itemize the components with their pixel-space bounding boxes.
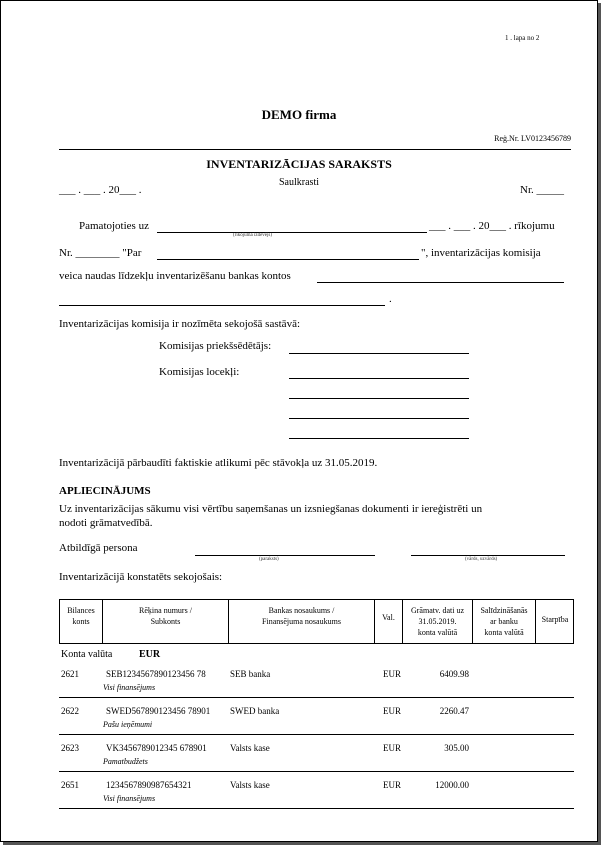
header-bank-name: Bankas nosaukums / Finansējuma nosaukums <box>262 606 341 626</box>
member-line-2 <box>289 398 469 399</box>
header-bank-reconciliation: Salīdzināšanās ar banku konta valūtā <box>480 606 528 637</box>
order-date-text: ___ . ___ . 20___ . rīkojumu <box>429 220 555 232</box>
header-rule <box>59 149 571 150</box>
order-number-text: Nr. ________ "Par <box>59 247 142 259</box>
commission-intro: Inventarizācijas komisija ir nozīmēta sekojošā sastāvā: <box>59 318 301 330</box>
certificate-title: APLIECINĀJUMS <box>59 485 151 497</box>
row-bank: Valsts kase <box>230 743 270 753</box>
row-separator <box>59 808 574 809</box>
certificate-text-1: Uz inventarizācijas sākumu visi vērtību saņemšanas un izsniegšanas dokumenti ir iereģistrēti un <box>59 503 483 515</box>
row-account: 2622 <box>61 706 79 716</box>
row-separator <box>59 697 574 698</box>
member-line-3 <box>289 418 469 419</box>
order-issuer-line <box>157 232 427 233</box>
date-blank: ___ . ___ . 20___ . <box>59 184 142 196</box>
row-amount: 305.00 <box>444 743 469 753</box>
header-currency: Val. <box>382 613 395 622</box>
certificate-text-2: nodoti grāmatvedībā. <box>59 517 153 529</box>
row-account: 2623 <box>61 743 79 753</box>
members-label: Komisijas locekļi: <box>159 366 240 378</box>
name-line <box>411 555 565 556</box>
chairman-line <box>289 353 469 354</box>
inventory-text: veica naudas līdzekļu inventarizēšanu bankas kontos <box>59 270 291 282</box>
page-number: 1 . lapa no 2 <box>505 34 540 42</box>
row-currency: EUR <box>383 743 401 753</box>
row-amount: 6409.98 <box>439 669 469 679</box>
row-separator <box>59 734 574 735</box>
member-line-4 <box>289 438 469 439</box>
currency-value: EUR <box>139 649 161 660</box>
row-bank: Valsts kase <box>230 780 270 790</box>
chairman-label: Komisijas priekšsēdētājs: <box>159 340 272 352</box>
row-currency: EUR <box>383 669 401 679</box>
row-account: 2621 <box>61 669 79 679</box>
order-lead: Pamatojoties uz <box>79 220 149 232</box>
period: . <box>389 293 392 305</box>
row-currency: EUR <box>383 780 401 790</box>
row-number: SWED567890123456 78901 <box>106 706 211 716</box>
row-amount: 2260.47 <box>439 706 469 716</box>
row-amount: 12000.00 <box>435 780 469 790</box>
name-caption: (vārds, uzvārds) <box>465 557 498 562</box>
registration-number: Reģ.Nr. LV0123456789 <box>494 134 571 143</box>
responsible-label: Atbildīgā persona <box>59 542 138 554</box>
found-label: Inventarizācijā konstatēts sekojošais: <box>59 571 223 583</box>
order-commission-text: ", inventarizācijas komisija <box>421 247 541 259</box>
row-separator <box>59 771 574 772</box>
document-number: Nr. _____ <box>520 184 564 196</box>
header-book-data: Grāmatv. dati uz 31.05.2019. konta valūtā <box>410 606 464 637</box>
row-account: 2651 <box>61 780 79 790</box>
bank-accounts-line <box>317 282 564 283</box>
row-bank: SEB banka <box>230 669 271 679</box>
row-currency: EUR <box>383 706 401 716</box>
row-subaccount: Pamatbudžets <box>103 757 148 766</box>
row-number: 1234567890987654321 <box>106 780 192 790</box>
order-issuer-caption: (rīkojuma izdevējs) <box>233 233 273 238</box>
document-title: INVENTARIZĀCIJAS SARAKSTS <box>206 157 392 171</box>
currency-label: Konta valūta <box>61 649 113 660</box>
city: Saulkrasti <box>279 177 319 188</box>
company-name: DEMO firma <box>261 107 337 122</box>
row-subaccount: Pašu ieņēmumi <box>103 720 153 729</box>
signature-caption: (paraksts) <box>259 557 279 562</box>
header-difference: Starpība <box>541 615 569 624</box>
checked-text: Inventarizācijā pārbaudīti faktiskie atlikumi pēc stāvokļa uz 31.05.2019. <box>59 457 378 469</box>
member-line-1 <box>289 378 469 379</box>
row-number: SEB1234567890123456 78 <box>106 669 206 679</box>
order-subject-line <box>157 259 419 260</box>
row-subaccount: Visi finansējums <box>103 794 156 803</box>
row-bank: SWED banka <box>230 706 280 716</box>
continuation-line <box>59 305 385 306</box>
signature-line <box>195 555 375 556</box>
row-number: VK3456789012345 678901 <box>106 743 207 753</box>
header-account-number: Rēķina numurs / Subkonts <box>139 606 192 626</box>
row-subaccount: Visi finansējums <box>103 683 156 692</box>
header-balance-account: Bilances konts <box>67 606 95 626</box>
